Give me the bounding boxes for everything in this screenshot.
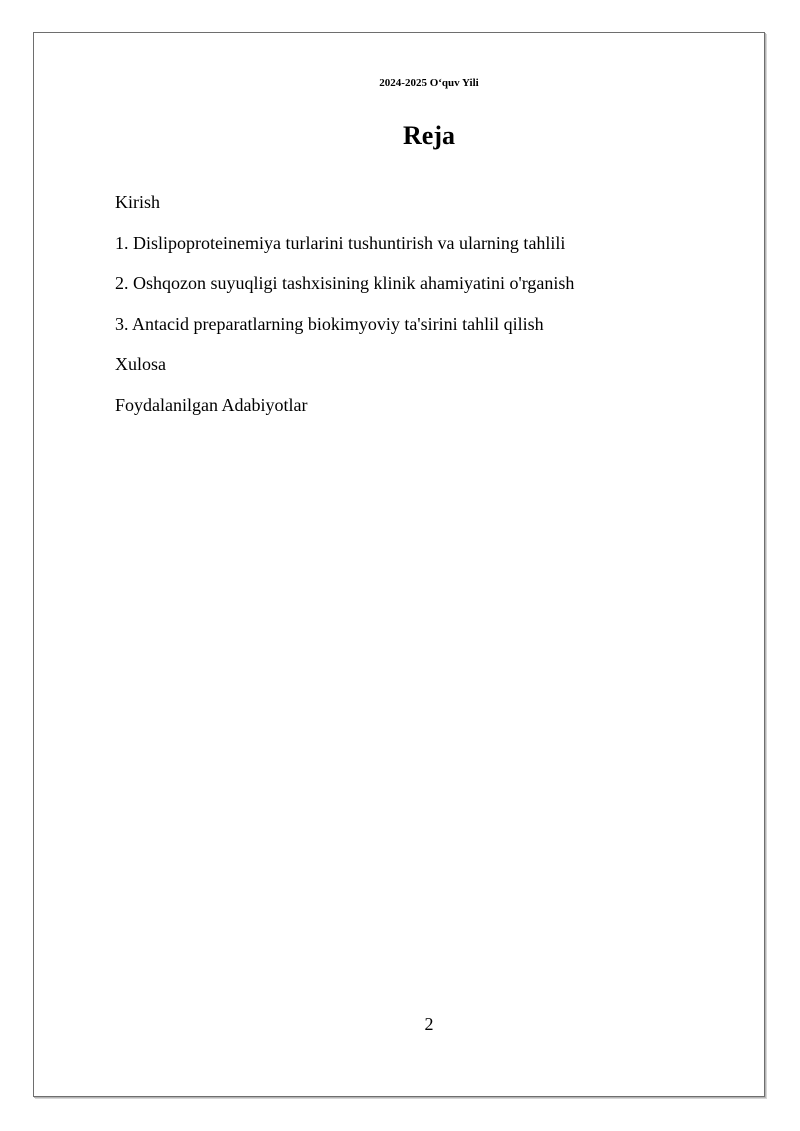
- toc-item-2: 2. Oshqozon suyuqligi tashxisining klinik ahamiyatini o'rganish: [115, 273, 575, 294]
- page-number: 2: [424, 1014, 434, 1034]
- page-title: Reja: [403, 121, 455, 150]
- page-header: 2024-2025 O‘quv Yili: [379, 77, 479, 89]
- document-page: [33, 32, 765, 1097]
- toc-item-3: 3. Antacid preparatlarning biokimyoviy ta'sirini tahlil qilish: [115, 313, 544, 334]
- toc-item-references: Foydalanilgan Adabiyotlar: [115, 394, 308, 415]
- table-of-contents: [115, 191, 574, 435]
- toc-item-introduction: Kirish: [115, 192, 160, 212]
- toc-item-1: 1. Dislipoproteinemiya turlarini tushuntirish va ularning tahlili: [115, 232, 566, 253]
- toc-item-conclusion: Xulosa: [115, 354, 166, 375]
